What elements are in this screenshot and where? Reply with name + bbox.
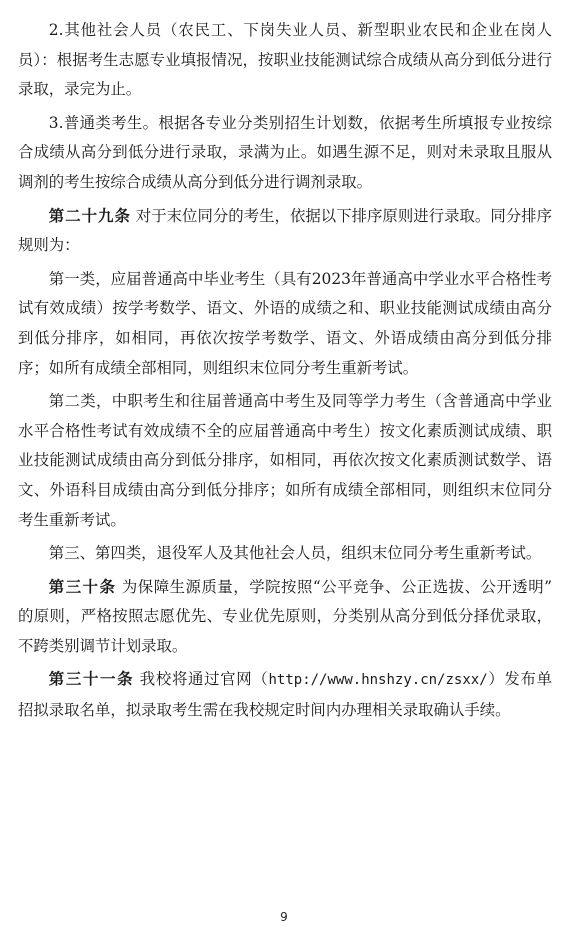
paragraph-text: ）发布单招拟录取名单，拟录取考生需在我校规定时间内办理相关录取确认手续。 <box>18 670 552 720</box>
paragraph-text: 2.其他社会人员（农民工、下岗失业人员、新型职业农民和企业在岗人员）：根据考生志愿专业填报情况，按职业技能测试综合成绩从高分到低分进行录取，录完为止。 <box>18 21 552 99</box>
article-29 <box>18 202 552 261</box>
paragraph-text: 第三、第四类，退役军人及其他社会人员，组织末位同分考生重新考试。 <box>48 544 542 563</box>
document-page <box>18 16 552 730</box>
paragraph-category-two <box>18 387 552 535</box>
paragraph-category-three-four <box>18 539 552 569</box>
paragraph-text: 为保障生源质量，学院按照“公平竞争、公正选拔、公开透明” 的原则，严格按照志愿优先、专业优先原则，分类别从高分到低分择优录取，不跨类别调节计划录取。 <box>18 577 552 655</box>
article-31 <box>18 665 552 725</box>
article-30 <box>18 573 552 662</box>
paragraph-text: 对于末位同分的考生，依据以下排序原则进行录取。同分排序规则为： <box>18 206 552 255</box>
paragraph-text: 第一类，应届普通高中毕业考生（具有2023年普通高中学业水平合格性考试有效成绩）按学考数学、语文、外语的成绩之和、职业技能测试成绩由高分到低分排序，如相同，再依次按学考数学、语文、外语成绩由高分到低分排序；如所有成绩全部相同，则组织末位同分考生重新考试。 <box>18 269 552 377</box>
paragraph-category-one <box>18 265 552 383</box>
website-link[interactable]: http://www.hnshzy.cn/zsxx/ <box>268 672 488 689</box>
paragraph-text: 我校将通过官网（ <box>134 670 269 689</box>
paragraph-text: 3.普通类考生。根据各专业分类别招生计划数，依据考生所填报专业按综合成绩从高分到低分进行录取，录满为止。如遇生源不足，则对未录取且服从调剂的考生按综合成绩从高分到低分进行调剂录取。 <box>18 113 552 191</box>
paragraph-text: 第二类，中职考生和往届普通高中考生及同等学力考生（含普通高中学业水平合格性考试有效成绩不全的应届普通高中考生）按文化素质测试成绩、职业技能测试成绩由高分到低分排序，如相同，再依次按文化素质测试数学、语文、外语科目成绩由高分到低分排序；如所有成绩全部相同，则组织末位同分考生重新考试。 <box>18 392 552 529</box>
article-title: 第三十条 <box>48 577 117 596</box>
article-title: 第三十一条 <box>48 670 135 689</box>
page-number: 9 <box>280 910 288 924</box>
paragraph-other-social-personnel <box>18 16 552 105</box>
paragraph-general-category <box>18 109 552 198</box>
article-title: 第二十九条 <box>48 206 131 225</box>
